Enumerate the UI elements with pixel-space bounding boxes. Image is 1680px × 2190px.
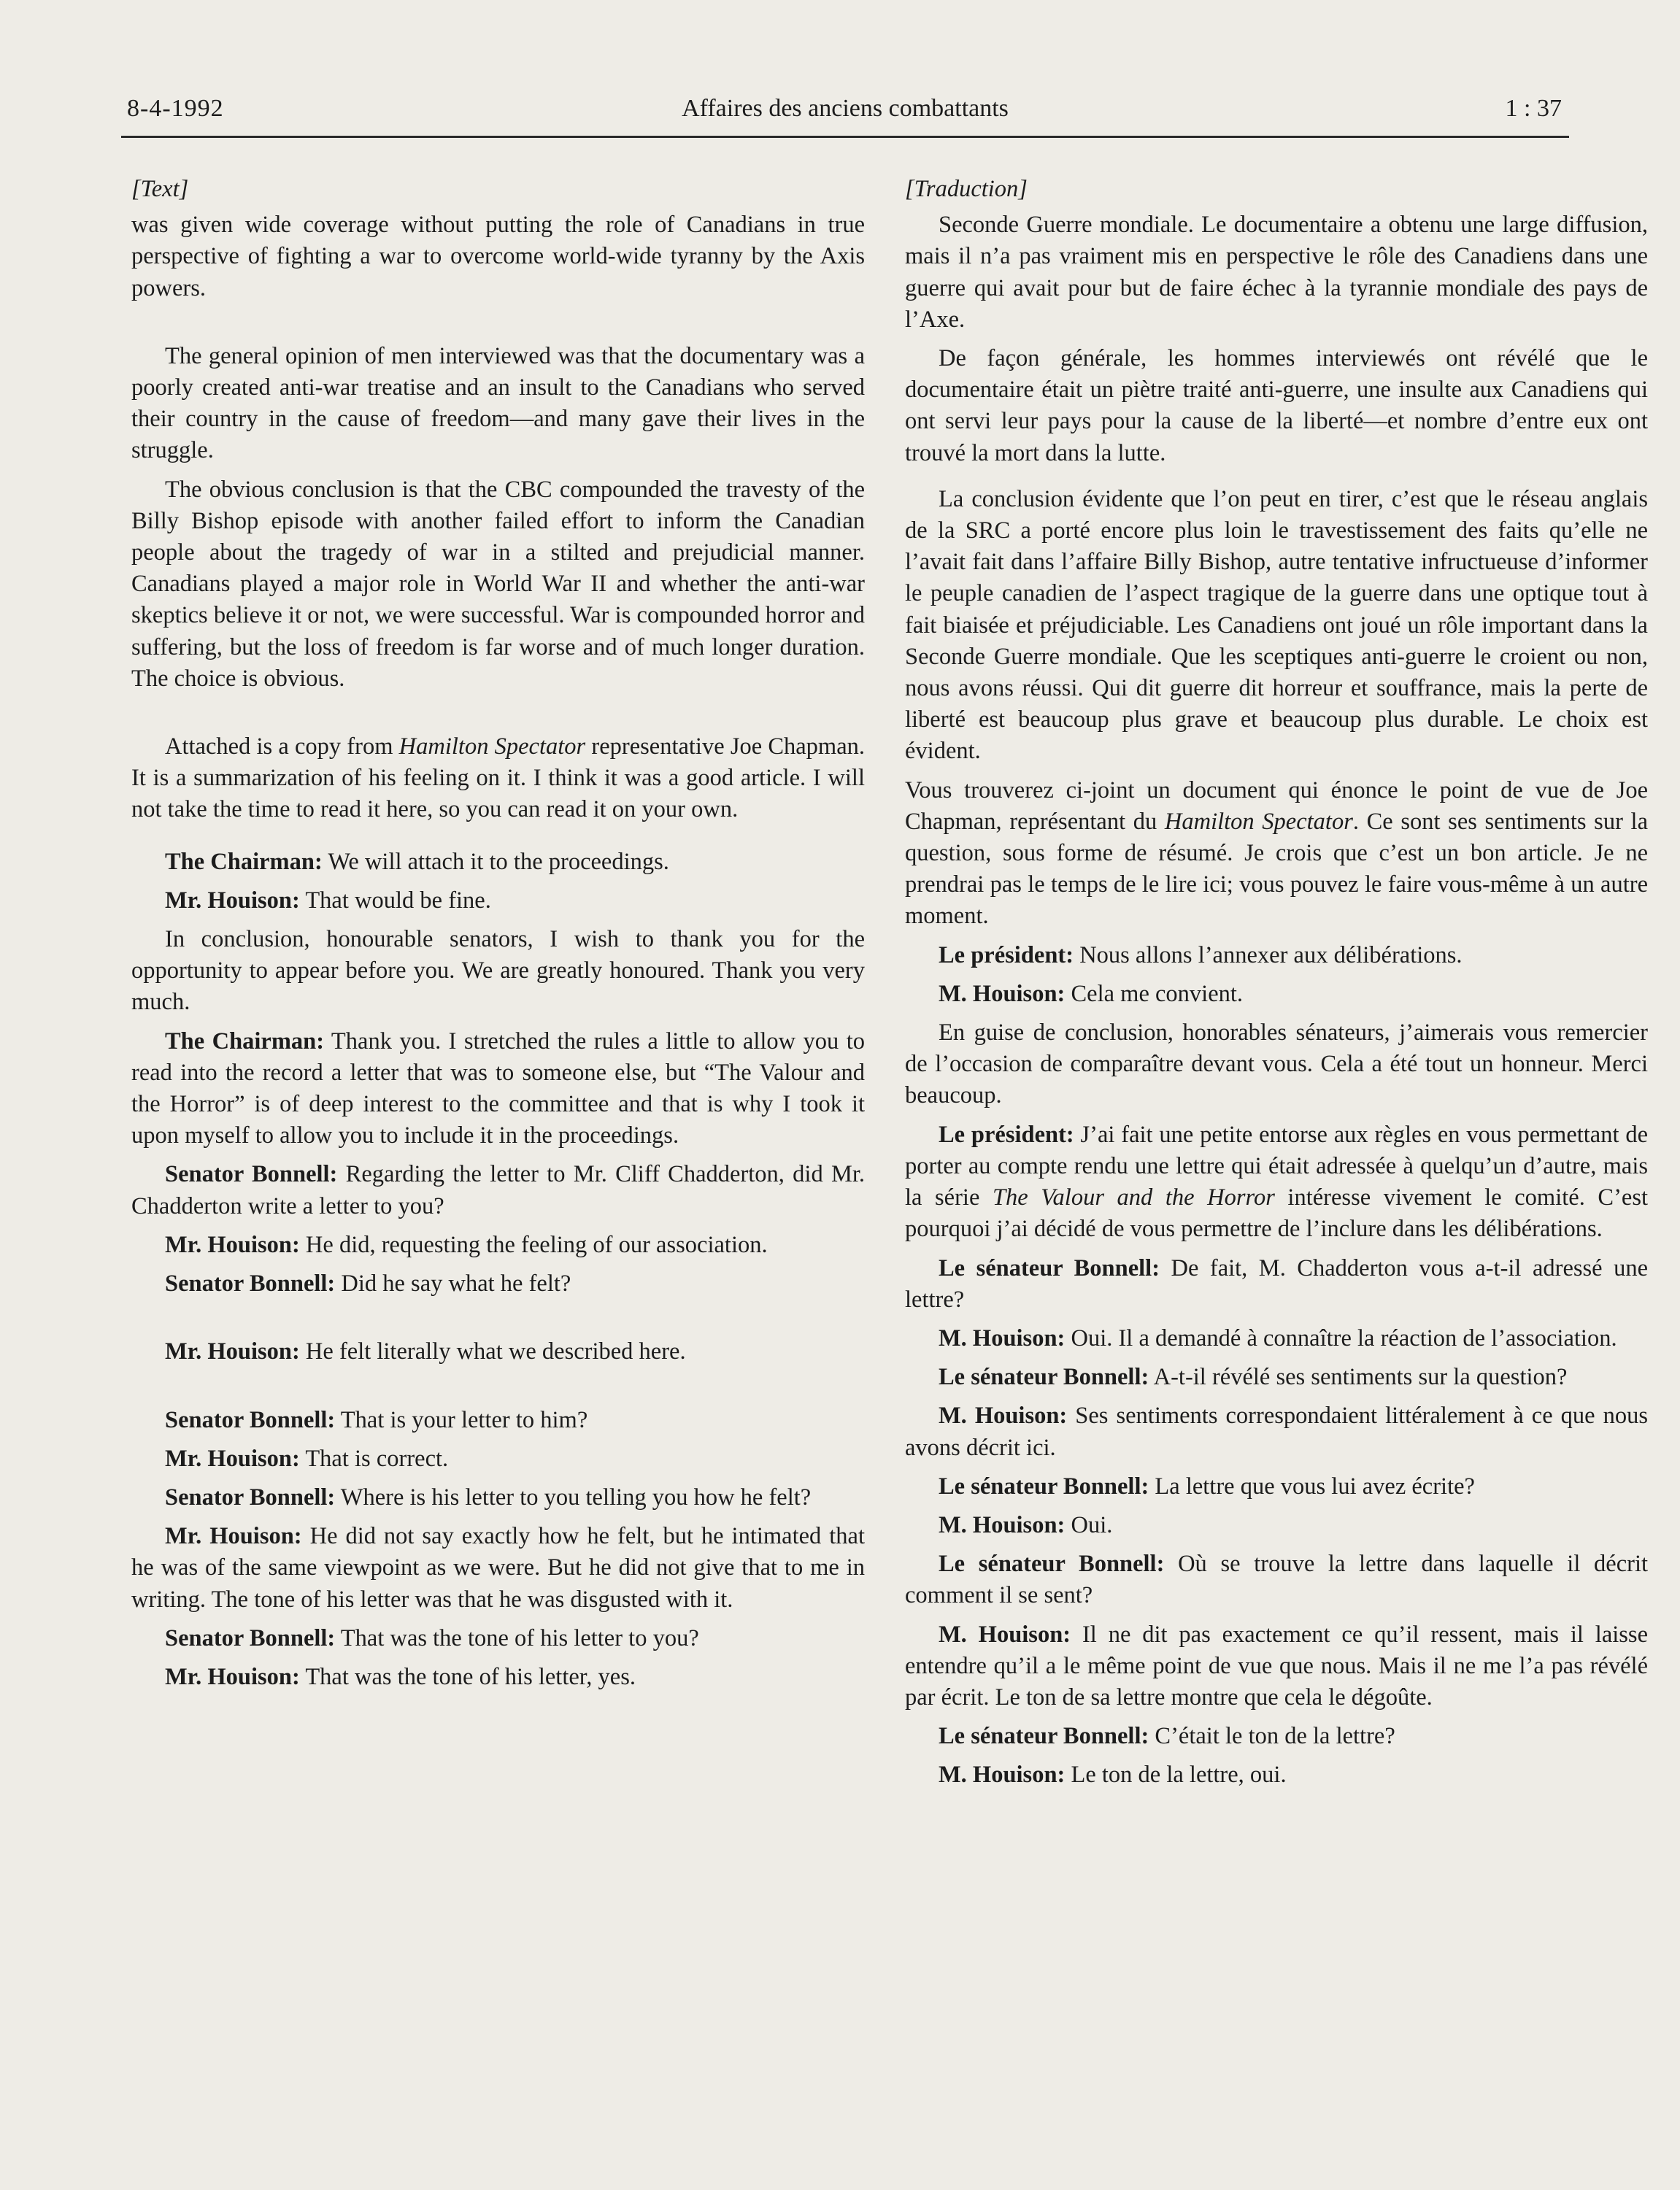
speaker: Mr. Houison: — [165, 1445, 300, 1472]
paragraph — [905, 775, 1648, 933]
speech: A-t-il révélé ses sentiments sur la question? — [1149, 1364, 1568, 1391]
dialogue-line — [131, 1482, 865, 1514]
dialogue-line — [131, 1662, 865, 1693]
page-header — [121, 92, 1569, 138]
dialogue-line — [905, 1253, 1648, 1316]
dialogue-line — [905, 1119, 1648, 1246]
speech: That was the tone of his letter to you? — [335, 1624, 699, 1651]
speaker: Le sénateur Bonnell: — [939, 1723, 1149, 1750]
text-run: representative Joe Chapman. It is a summarization of his feeling on it. I think it was a good article. I will not take the time to read it here, so you can read it on your own. — [131, 733, 866, 823]
speech: Il ne dit pas exactement ce qu’il ressent, mais il laisse entendre qu’il a le même point de vue que nous. Mais il ne me l’a pas révélé par écrit. Le ton de sa lettre montre que cela le dégoûte. — [905, 1621, 1649, 1711]
text-run: . Ce sont ses sentiments sur la question, sous forme de résumé. Je crois que c’est un bon article. Je ne prendrai pas le temps de le lire ici; vous pouvez le faire vous-même à un autre moment. — [905, 808, 1648, 930]
speech: He did not say exactly how he felt, but he intimated that he was of the same viewpoint as we were. But he did not give that to me in writing. The tone of his letter was that he was disgusted with it. — [131, 1523, 865, 1613]
speaker: M. Houison: — [939, 1621, 1071, 1648]
speaker: Senator Bonnell: — [165, 1484, 336, 1511]
paragraph: The obvious conclusion is that the CBC compounded the travesty of the Billy Bishop episode with another failed effort to inform the Canadian people about the tragedy of war in a stilted and prejudicial manner. Canadians played a major role in World War II and whether the anti-war skeptics believe it or not, we were successful. War is compounded horror and suffering, but the loss of freedom is far worse and of much longer duration. The choice is obvious. — [131, 476, 865, 692]
speaker: Senator Bonnell: — [165, 1161, 338, 1188]
dialogue-line — [131, 1159, 865, 1222]
speaker: Mr. Houison: — [165, 1663, 300, 1690]
speaker: M. Houison: — [939, 1325, 1066, 1352]
speech: Where is his letter to you telling you how he felt? — [335, 1484, 812, 1511]
speech: Thank you. I stretched the rules a little to allow you to read into the record a letter that was to someone else, but “The Valour and the Horror” is of deep interest to the committee and that is why I took it upon myself to allow you to include it in the proceedings. — [131, 1027, 865, 1149]
publication-title: Hamilton Spectator — [398, 733, 586, 760]
speaker: Mr. Houison: — [165, 1231, 300, 1258]
english-column — [131, 174, 865, 1700]
dialogue-line — [131, 1026, 865, 1152]
dialogue-line — [131, 1443, 865, 1475]
speaker: M. Houison: — [939, 1762, 1066, 1789]
dialogue-line — [905, 1323, 1648, 1354]
paragraph: The general opinion of men interviewed was that the documentary was a poorly created anti-war treatise and an insult to the Canadians who served their country in the cause of freedom—and many gave their lives in the struggle. — [131, 342, 865, 464]
speaker: Senator Bonnell: — [165, 1271, 336, 1298]
dialogue-line — [905, 1510, 1648, 1541]
dialogue-line — [905, 1549, 1648, 1611]
french-column — [905, 174, 1648, 1799]
dialogue-line — [905, 1400, 1648, 1463]
dialogue-line — [905, 1619, 1648, 1714]
speech: Oui. — [1065, 1511, 1113, 1538]
speech: We will attach it to the proceedings. — [322, 848, 669, 875]
dialogue-line — [131, 1405, 865, 1436]
dialogue-line — [131, 847, 865, 878]
paragraph: La conclusion évidente que l’on peut en tirer, c’est que le réseau anglais de la SRC a porté encore plus loin le travestissement des faits qu’elle ne l’avait fait dans l’affaire Billy Bishop, autre tentative infructueuse d’informer le peuple canadien de l’aspect tragique de la guerre dans une optique tout à fait biaisée et préjudiciable. Les Canadiens ont joué un rôle important dans la Seconde Guerre mondiale. Que les sceptiques anti-guerre le croient ou non, nous avons réussi. Qui dit guerre dit horreur et souffrance, mais la perte de liberté est beaucoup plus grave et beaucoup plus durable. Le choix est évident. — [905, 485, 1648, 765]
dialogue-line — [131, 1336, 865, 1368]
dialogue-line — [131, 1521, 865, 1616]
column-label: [Traduction] — [905, 176, 1028, 202]
paragraph: De façon générale, les hommes interviewés ont révélé que le documentaire était un piètre traité anti-guerre, une insulte aux Canadiens qui ont servi leur pays pour la cause de la liberté—et nombre d’entre eux ont trouvé la mort dans la lutte. — [905, 345, 1648, 466]
speech: That is your letter to him? — [335, 1406, 588, 1433]
text-run: Vous trouverez ci-joint un document qui énonce le point de vue de Joe Chapman, représentant du — [905, 776, 1648, 835]
speaker: Le sénateur Bonnell: — [939, 1473, 1149, 1500]
dialogue-line — [905, 1759, 1648, 1791]
speech: Regarding the letter to Mr. Cliff Chadderton, did Mr. Chadderton write a letter to you? — [131, 1161, 866, 1219]
dialogue-line — [131, 1268, 865, 1300]
speech: That was the tone of his letter, yes. — [299, 1663, 636, 1690]
dialogue-line — [131, 885, 865, 917]
paragraph — [131, 731, 865, 826]
speaker: M. Houison: — [939, 1403, 1068, 1430]
header-page-number: 1 : 37 — [1505, 95, 1562, 122]
dialogue-line — [905, 940, 1648, 971]
paragraph: Seconde Guerre mondiale. Le documentaire a obtenu une large diffusion, mais il n’a pas vraiment mis en perspective le rôle des Canadiens dans une guerre qui avait pour but de faire échec à la tyrannie mondiale des pays de l’Axe. — [905, 212, 1648, 333]
speech: De fait, M. Chadderton vous a-t-il adressé une lettre? — [905, 1254, 1648, 1313]
dialogue-line: En guise de conclusion, honorables sénateurs, j’aimerais vous remercier de l’occasion de comparaître devant vous. Cela a été tout un honneur. Merci beaucoup. — [905, 1019, 1648, 1109]
speech: intéresse vivement le comité. C’est pourquoi j’ai décidé de vous permettre de l’inclure dans les délibérations. — [905, 1184, 1648, 1243]
paragraph: was given wide coverage without putting the role of Canadians in true perspective of fighting a war to overcome world-wide tyranny by the Axis powers. — [131, 212, 865, 301]
dialogue-line — [905, 1471, 1648, 1503]
speaker: Le président: — [939, 941, 1074, 968]
speaker: Mr. Houison: — [165, 1338, 300, 1365]
speech: Nous allons l’annexer aux délibérations. — [1074, 941, 1463, 968]
dialogue-line — [905, 1721, 1648, 1752]
speech: He felt literally what we described here. — [299, 1338, 686, 1365]
speech: Did he say what he felt? — [335, 1271, 571, 1298]
header-title: Affaires des anciens combattants — [682, 95, 1009, 122]
speaker: M. Houison: — [939, 1511, 1066, 1538]
dialogue-line — [131, 1623, 865, 1654]
column-label: [Text] — [131, 176, 189, 202]
speech: Le ton de la lettre, oui. — [1065, 1762, 1287, 1789]
speaker: The Chairman: — [165, 848, 323, 875]
speaker: Senator Bonnell: — [165, 1624, 336, 1651]
dialogue-line — [905, 1362, 1648, 1393]
speech: Ses sentiments correspondaient littéralement à ce que nous avons décrit ici. — [905, 1403, 1649, 1461]
publication-title: Hamilton Spectator — [1164, 808, 1353, 835]
speaker: Mr. Houison: — [165, 1523, 302, 1550]
dialogue-line — [131, 1230, 865, 1261]
speech: That would be fine. — [299, 887, 491, 914]
speaker: M. Houison: — [939, 980, 1066, 1007]
speech: C’était le ton de la lettre? — [1149, 1723, 1395, 1750]
dialogue-line: In conclusion, honourable senators, I wish to thank you for the opportunity to appear before you. We are greatly honoured. Thank you very much. — [131, 926, 865, 1016]
speech: Oui. Il a demandé à connaître la réaction de l’association. — [1065, 1325, 1617, 1352]
speech: J’ai fait une petite entorse aux règles en vous permettant de porter au compte rendu une lettre qui était adressée à quelqu’un d’autre, mais la série — [905, 1121, 1648, 1211]
speech: La lettre que vous lui avez écrite? — [1149, 1473, 1475, 1500]
speaker: Mr. Houison: — [165, 887, 300, 914]
dialogue-line — [905, 979, 1648, 1010]
speaker: Senator Bonnell: — [165, 1406, 336, 1433]
text-run: Attached is a copy from — [165, 733, 399, 760]
speech: Où se trouve la lettre dans laquelle il décrit comment il se sent? — [905, 1551, 1649, 1609]
speaker: The Chairman: — [165, 1027, 325, 1054]
speaker: Le sénateur Bonnell: — [939, 1551, 1165, 1578]
speech: He did, requesting the feeling of our association. — [299, 1231, 768, 1258]
series-title: The Valour and the Horror — [992, 1184, 1275, 1211]
header-date: 8-4-1992 — [127, 95, 224, 122]
speaker: Le président: — [939, 1121, 1074, 1148]
speech: Cela me convient. — [1065, 980, 1244, 1007]
speaker: Le sénateur Bonnell: — [939, 1254, 1160, 1281]
speech: That is correct. — [299, 1445, 449, 1472]
speaker: Le sénateur Bonnell: — [939, 1364, 1149, 1391]
